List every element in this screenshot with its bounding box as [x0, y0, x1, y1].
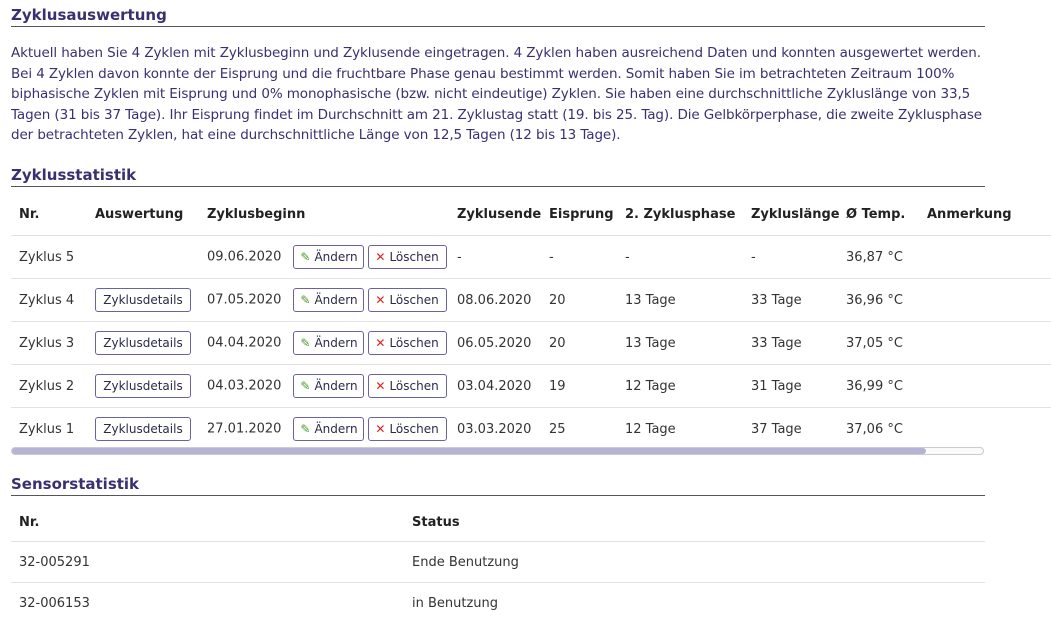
sensor-statistics-heading: Sensorstatistik: [11, 475, 985, 496]
col-header-nr: Nr.: [19, 207, 40, 222]
x-icon: ✕: [375, 422, 386, 436]
delete-button[interactable]: [368, 288, 447, 312]
sensor-statistics-table: [11, 503, 985, 623]
cycle-length: -: [743, 236, 838, 279]
edit-button[interactable]: [293, 288, 364, 312]
delete-button[interactable]: [368, 331, 447, 355]
edit-button-label: Ändern: [314, 379, 358, 393]
x-icon: ✕: [375, 379, 386, 393]
cycle-ovulation: 19: [541, 365, 617, 408]
sensor-table-header-row: [11, 503, 985, 542]
delete-button-label: Löschen: [389, 422, 439, 436]
cycle-nr: Zyklus 2: [11, 365, 87, 408]
cycle-nr: Zyklus 5: [11, 236, 87, 279]
cycle-table-row: [11, 279, 1051, 322]
delete-button[interactable]: [368, 417, 447, 441]
pencil-icon: ✎: [300, 336, 311, 350]
sensor-status: in Benutzung: [404, 583, 985, 623]
cycle-end: -: [449, 236, 541, 279]
edit-button[interactable]: [293, 245, 364, 269]
cycle-evaluation-heading: Zyklusauswertung: [11, 6, 985, 27]
cycle-end: 03.04.2020: [449, 365, 541, 408]
cycle-phase2: 13 Tage: [617, 279, 743, 322]
delete-button[interactable]: [368, 374, 447, 398]
pencil-icon: ✎: [300, 379, 311, 393]
edit-button[interactable]: [293, 417, 364, 441]
cycle-avg-temp: 37,06 °C: [838, 408, 919, 451]
cycle-phase2: 12 Tage: [617, 365, 743, 408]
cycle-table-header-row: [11, 194, 1051, 236]
cycle-statistics-heading: Zyklusstatistik: [11, 166, 985, 187]
cycle-note: [919, 365, 1051, 408]
delete-button-label: Löschen: [389, 336, 439, 350]
x-icon: ✕: [375, 293, 386, 307]
x-icon: ✕: [375, 250, 386, 264]
cycle-statistics-table-wrapper[interactable]: [11, 194, 1012, 443]
sensor-status: Ende Benutzung: [404, 542, 985, 583]
cycle-note: [919, 322, 1051, 365]
cycle-evaluation-summary: [11, 43, 991, 146]
cycle-table-row: [11, 365, 1051, 408]
cycle-note: [919, 279, 1051, 322]
cycle-details-button[interactable]: Zyklusdetails: [95, 331, 191, 355]
cycle-details-button[interactable]: Zyklusdetails: [95, 374, 191, 398]
cycle-length: 33 Tage: [743, 279, 838, 322]
col-header-zyklusphase: 2. Zyklusphase: [625, 207, 736, 222]
cycle-begin-date: 09.06.2020: [207, 249, 282, 265]
cycle-evaluation-text: Aktuell haben Sie 4 Zyklen mit Zyklusbeginn und Zyklusende eingetragen. 4 Zyklen haben ausreichend Daten und konnten ausgewertet werden. Bei 4 Zyklen davon konnte der Eisprung und die fruchtbare Phase genau bestimmt werden. Somit haben Sie im betrachteten Zeitraum 100% biphasische Zyklen mit Eisprung und 0% monophasische (bzw. nicht eindeutige) Zyklen. Sie haben eine durchschnittliche Zykluslänge von 33,5 Tagen (31 bis 37 Tage). Ihr Eisprung findet im Durchschnitt am 21. Zyklustag statt (19. bis 25. Tag). Die Gelbkörperphase, die zweite Zyklusphase der betrachteten Zyklen, hat eine durchschnittliche Länge von 12,5 Tagen (12 bis 13 Tage).: [11, 45, 983, 143]
cycle-avg-temp: 36,87 °C: [838, 236, 919, 279]
sensor-table-row: [11, 542, 985, 583]
scrollbar-thumb[interactable]: [12, 448, 926, 454]
col-header-eisprung: Eisprung: [549, 207, 614, 222]
cycle-begin-cell: [199, 322, 449, 365]
horizontal-scrollbar[interactable]: [11, 447, 984, 455]
sensor-col-header-nr: Nr.: [19, 514, 40, 530]
cycle-phase2: -: [617, 236, 743, 279]
cycle-length: 33 Tage: [743, 322, 838, 365]
cycle-table-row: [11, 408, 1051, 451]
cycle-length: 37 Tage: [743, 408, 838, 451]
cycle-evaluation-cell: [87, 236, 199, 279]
col-header-anmerkung: Anmerkung: [927, 207, 1012, 222]
x-icon: ✕: [375, 336, 386, 350]
cycle-end: 03.03.2020: [449, 408, 541, 451]
cycle-ovulation: -: [541, 236, 617, 279]
cycle-begin-cell: [199, 408, 449, 451]
cycle-begin-date: 27.01.2020: [207, 421, 282, 437]
cycle-begin-cell: [199, 365, 449, 408]
cycle-details-button[interactable]: Zyklusdetails: [95, 288, 191, 312]
col-header-temp: Ø Temp.: [846, 207, 906, 222]
cycle-nr: Zyklus 1: [11, 408, 87, 451]
cycle-table-row: [11, 322, 1051, 365]
cycle-evaluation-cell: [87, 408, 199, 451]
cycle-phase2: 12 Tage: [617, 408, 743, 451]
delete-button-label: Löschen: [389, 250, 439, 264]
delete-button-label: Löschen: [389, 379, 439, 393]
sensor-table-row: [11, 583, 985, 623]
sensor-statistics-table-wrapper: [11, 503, 985, 623]
edit-button-label: Ändern: [314, 336, 358, 350]
col-header-zyklusbeginn: Zyklusbeginn: [207, 207, 306, 222]
cycle-ovulation: 20: [541, 279, 617, 322]
cycle-begin-date: 04.03.2020: [207, 378, 282, 394]
cycle-end: 08.06.2020: [449, 279, 541, 322]
cycle-evaluation-cell: [87, 365, 199, 408]
col-header-zyklusende: Zyklusende: [457, 207, 542, 222]
cycle-length: 31 Tage: [743, 365, 838, 408]
cycle-begin-date: 04.04.2020: [207, 335, 282, 351]
sensor-nr: 32-005291: [11, 542, 404, 583]
cycle-avg-temp: 37,05 °C: [838, 322, 919, 365]
cycle-statistics-table: [11, 194, 1051, 450]
cycle-avg-temp: 36,99 °C: [838, 365, 919, 408]
cycle-begin-date: 07.05.2020: [207, 292, 282, 308]
edit-button[interactable]: [293, 331, 364, 355]
edit-button-label: Ändern: [314, 293, 358, 307]
cycle-note: [919, 236, 1051, 279]
pencil-icon: ✎: [300, 422, 311, 436]
cycle-phase2: 13 Tage: [617, 322, 743, 365]
cycle-evaluation-cell: [87, 279, 199, 322]
cycle-ovulation: 20: [541, 322, 617, 365]
cycle-details-button[interactable]: Zyklusdetails: [95, 417, 191, 441]
col-header-zykluslaenge: Zykluslänge: [751, 207, 840, 222]
cycle-end: 06.05.2020: [449, 322, 541, 365]
cycle-begin-cell: [199, 279, 449, 322]
edit-button[interactable]: [293, 374, 364, 398]
cycle-begin-cell: [199, 236, 449, 279]
pencil-icon: ✎: [300, 250, 311, 264]
sensor-nr: 32-006153: [11, 583, 404, 623]
delete-button[interactable]: [368, 245, 447, 269]
edit-button-label: Ändern: [314, 250, 358, 264]
cycle-nr: Zyklus 3: [11, 322, 87, 365]
pencil-icon: ✎: [300, 293, 311, 307]
edit-button-label: Ändern: [314, 422, 358, 436]
delete-button-label: Löschen: [389, 293, 439, 307]
cycle-nr: Zyklus 4: [11, 279, 87, 322]
sensor-col-header-status: Status: [412, 514, 460, 530]
cycle-table-row: [11, 236, 1051, 279]
cycle-avg-temp: 36,96 °C: [838, 279, 919, 322]
cycle-note: [919, 408, 1051, 451]
col-header-auswertung: Auswertung: [95, 207, 184, 222]
cycle-ovulation: 25: [541, 408, 617, 451]
cycle-evaluation-cell: [87, 322, 199, 365]
